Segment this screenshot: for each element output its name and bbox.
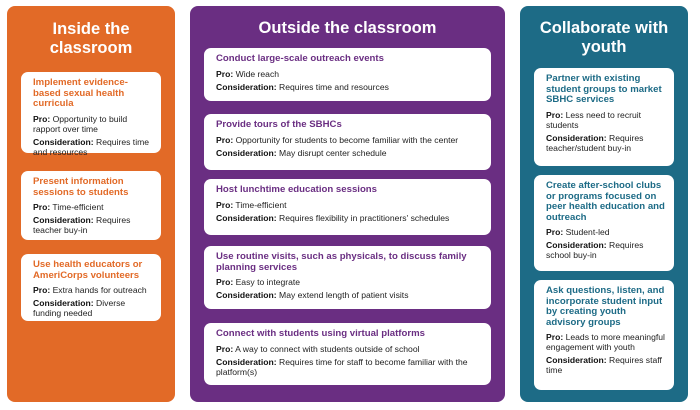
- pro-label: Pro:: [546, 227, 564, 237]
- consideration-text: Diverse funding needed: [33, 298, 126, 318]
- card-youth-advisory-groups: [534, 280, 674, 390]
- pro-label: Pro:: [216, 343, 234, 354]
- card-sbhc-tours: [204, 114, 491, 170]
- pro-line: [33, 114, 152, 134]
- pro-line: [546, 110, 665, 130]
- card-title: Connect with students using virtual platforms: [216, 328, 425, 339]
- pro-text: Opportunity for students to become familiar with the center: [235, 134, 459, 145]
- consideration-label: Consideration:: [33, 298, 94, 308]
- pro-text: Opportunity to build rapport over time: [33, 113, 128, 134]
- pro-label: Pro:: [33, 113, 51, 124]
- card-title: Conduct large-scale outreach events: [216, 53, 384, 64]
- pro-line: [216, 277, 482, 287]
- card-title: Partner with existing student groups to market SBHC services: [546, 73, 662, 105]
- panel-title-outside: Outside the classroom: [258, 19, 437, 37]
- pro-line: [216, 69, 482, 79]
- consideration-label: Consideration:: [546, 240, 607, 250]
- pro-text: Easy to integrate: [235, 277, 301, 287]
- consideration-line: [33, 298, 152, 318]
- consideration-text: Requires time and resources: [279, 81, 389, 92]
- card-title: Create after-school clubs or programs focused on peer health education and outreach: [546, 180, 665, 223]
- consideration-text: May extend length of patient visits: [279, 290, 409, 300]
- consideration-line: [216, 357, 482, 377]
- consideration-line: [33, 137, 152, 157]
- consideration-line: [33, 215, 152, 235]
- card-routine-visits: [204, 246, 491, 309]
- panel-inside-classroom: [7, 6, 175, 402]
- card-title: Ask questions, listen, and incorporate student input by creating youth advisory groups: [546, 285, 665, 328]
- card-title: Implement evidence-based sexual health curricula: [33, 77, 128, 109]
- pro-text: Wide reach: [235, 68, 280, 79]
- consideration-text: Requires school buy-in: [546, 240, 644, 260]
- consideration-label: Consideration:: [216, 212, 277, 223]
- consideration-label: Consideration:: [33, 136, 94, 147]
- card-evidence-based-curricula: [21, 72, 161, 157]
- panel-outside-classroom: [190, 6, 505, 402]
- card-title: Provide tours of the SBHCs: [216, 119, 342, 130]
- pro-label: Pro:: [546, 332, 564, 342]
- pro-line: [546, 332, 665, 352]
- consideration-label: Consideration:: [546, 132, 607, 143]
- pro-text: Student-led: [565, 227, 610, 237]
- consideration-text: May disrupt center schedule: [279, 147, 387, 158]
- pro-line: [216, 135, 482, 145]
- pro-text: Less need to recruit students: [546, 109, 642, 130]
- panel-collaborate-youth: [520, 6, 688, 402]
- consideration-label: Consideration:: [546, 355, 607, 365]
- pro-line: [546, 227, 665, 237]
- card-after-school-clubs: [534, 175, 674, 271]
- consideration-text: Requires flexibility in practitioners' schedules: [279, 212, 450, 223]
- card-lunchtime-sessions: [204, 179, 491, 235]
- consideration-text: Requires time and resources: [33, 136, 150, 157]
- consideration-line: [546, 240, 665, 260]
- card-title: Host lunchtime education sessions: [216, 184, 377, 195]
- card-health-educators: [21, 254, 161, 321]
- card-virtual-platforms: [204, 323, 491, 385]
- consideration-label: Consideration:: [216, 290, 277, 300]
- pro-text: Extra hands for outreach: [52, 285, 147, 295]
- panel-title-collaborate: Collaborate with youth: [539, 19, 669, 56]
- card-title: Use routine visits, such as physicals, to discuss family planning services: [216, 251, 467, 273]
- panel-title-inside: Inside the classroom: [49, 20, 133, 57]
- card-student-groups: [534, 68, 674, 166]
- pro-line: [33, 202, 152, 212]
- pro-line: [216, 200, 482, 210]
- pro-text: A way to connect with students outside of school: [235, 343, 420, 354]
- card-title: Present information sessions to students: [33, 176, 129, 198]
- pro-text: Leads to more meaningful engagement with youth: [546, 332, 665, 352]
- pro-text: Time-efficient: [235, 199, 287, 210]
- card-information-sessions: [21, 171, 161, 240]
- consideration-line: [546, 355, 665, 375]
- pro-label: Pro:: [216, 199, 234, 210]
- consideration-line: [546, 133, 665, 153]
- consideration-label: Consideration:: [216, 81, 277, 92]
- pro-label: Pro:: [216, 277, 234, 287]
- consideration-line: [216, 290, 482, 300]
- pro-line: [33, 285, 152, 295]
- pro-label: Pro:: [216, 134, 234, 145]
- consideration-label: Consideration:: [216, 147, 277, 158]
- card-title: Use health educators or AmeriCorps volunteers: [33, 259, 143, 281]
- consideration-label: Consideration:: [216, 356, 277, 367]
- consideration-text: Requires time for staff to become familiar with the platform(s): [216, 356, 468, 377]
- pro-label: Pro:: [216, 68, 234, 79]
- pro-label: Pro:: [33, 202, 51, 212]
- consideration-label: Consideration:: [33, 215, 94, 225]
- pro-label: Pro:: [33, 285, 51, 295]
- consideration-line: [216, 148, 482, 158]
- pro-text: Time-efficient: [52, 202, 104, 212]
- pro-line: [216, 344, 482, 354]
- consideration-line: [216, 82, 482, 92]
- consideration-text: Requires teacher buy-in: [33, 215, 131, 235]
- card-outreach-events: [204, 48, 491, 101]
- consideration-text: Requires staff time: [546, 355, 662, 375]
- consideration-text: Requires teacher/student buy-in: [546, 132, 644, 153]
- pro-label: Pro:: [546, 109, 564, 120]
- consideration-line: [216, 213, 482, 223]
